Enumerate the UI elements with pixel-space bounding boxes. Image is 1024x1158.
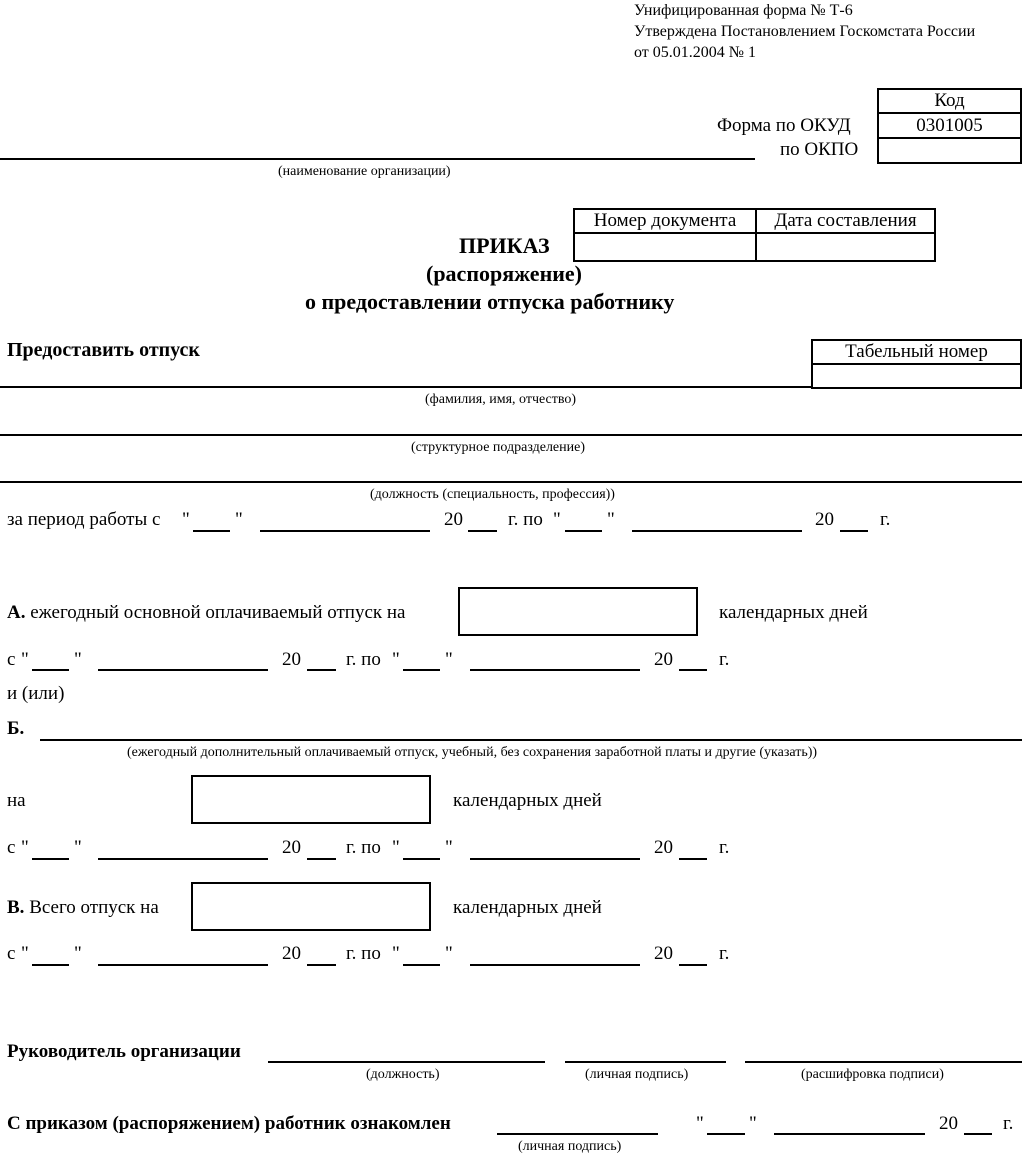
period-to-year-prefix: 20 [815,509,834,530]
ack-year-prefix: 20 [939,1113,958,1134]
doc-date-cell[interactable] [756,233,935,261]
quote-close: " [749,1113,757,1134]
document-number-table [573,208,936,262]
form-header-line-3: от 05.01.2004 № 1 [634,44,757,61]
quote-open: " [392,837,400,858]
section-a-days-box[interactable] [458,587,698,636]
period-from-day-line[interactable] [193,530,230,532]
employee-signature-caption: (личная подпись) [518,1139,622,1154]
quote-open: " [21,649,29,670]
personnel-number-cell[interactable] [812,364,1021,388]
section-b-days-label: календарных дней [453,790,602,811]
b-to-year-line[interactable] [679,858,707,860]
v-to-year-prefix: 20 [654,943,673,964]
a-from-month-line[interactable] [98,669,268,671]
period-year-suffix: г. [880,509,891,530]
v-to-month-line[interactable] [470,964,640,966]
okpo-code-cell[interactable] [878,138,1021,163]
a-to-year-prefix: 20 [654,649,673,670]
quote-open: " [696,1113,704,1134]
period-from-month-line[interactable] [260,530,430,532]
period-to-day-line[interactable] [565,530,602,532]
a-from-year-line[interactable] [307,669,336,671]
section-v-label [7,897,159,919]
head-signature-line[interactable] [565,1061,726,1063]
a-to-label: г. по [346,649,381,670]
order-title: ПРИКАЗ [459,233,550,258]
section-v-text: Всего отпуск на [29,897,159,918]
head-position-caption: (должность) [366,1067,440,1082]
quote-close: " [235,509,243,530]
grant-leave-label: Предоставить отпуск [7,339,200,361]
personnel-number-header: Табельный номер [812,340,1021,364]
b-from-month-line[interactable] [98,858,268,860]
b-date-s: с [7,837,16,858]
a-to-year-line[interactable] [679,669,707,671]
period-to-year-line[interactable] [840,530,868,532]
quote-open: " [182,509,190,530]
b-year-suffix: г. [719,837,730,858]
ack-month-line[interactable] [774,1133,925,1135]
b-to-year-prefix: 20 [654,837,673,858]
v-to-day-line[interactable] [403,964,440,966]
order-subtitle: (распоряжение) [426,261,583,286]
a-to-day-line[interactable] [403,669,440,671]
order-topic: о предоставлении отпуска работнику [305,289,675,314]
and-or-label: и (или) [7,683,65,704]
a-year-suffix: г. [719,649,730,670]
a-to-month-line[interactable] [470,669,640,671]
a-from-day-line[interactable] [32,669,69,671]
section-a-text: ежегодный основной оплачиваемый отпуск на [30,602,406,623]
b-to-month-line[interactable] [470,858,640,860]
okpo-label: по ОКПО [780,139,859,160]
section-b-caption: (ежегодный дополнительный оплачиваемый отпуск, учебный, без сохранения заработной платы и другие (указать)) [127,745,818,760]
section-a-label [7,602,405,624]
organization-caption: (наименование организации) [278,164,451,179]
work-period-label: за период работы с [7,509,161,530]
a-from-year-prefix: 20 [282,649,301,670]
quote-close: " [445,649,453,670]
v-to-label: г. по [346,943,381,964]
period-from-year-prefix: 20 [444,509,463,530]
section-v-days-label: календарных дней [453,897,602,918]
section-b-letter: Б. [7,718,25,739]
b-to-day-line[interactable] [403,858,440,860]
doc-date-header: Дата составления [756,209,935,233]
head-of-organization-label: Руководитель организации [7,1041,241,1062]
okud-label: Форма по ОКУД [717,115,851,136]
b-from-year-prefix: 20 [282,837,301,858]
position-caption: (должность (специальность, профессия)) [370,487,615,502]
section-v-letter: В. [7,897,25,918]
section-a-days-label: календарных дней [719,602,868,623]
form-header-line-1: Унифицированная форма № Т-6 [634,2,853,19]
quote-open: " [392,943,400,964]
department-line[interactable] [0,434,1022,436]
doc-number-header: Номер документа [574,209,756,233]
section-v-days-box[interactable] [191,882,431,931]
code-header: Код [878,89,1021,113]
b-from-year-line[interactable] [307,858,336,860]
ack-year-line[interactable] [964,1133,992,1135]
section-a-letter: А. [7,602,26,623]
v-date-s: с [7,943,16,964]
form-header-line-2: Утверждена Постановлением Госкомстата России [634,23,976,40]
quote-close: " [445,943,453,964]
head-signature-caption: (личная подпись) [585,1067,689,1082]
employee-name-line[interactable] [0,386,812,388]
section-b-leave-type-line[interactable] [40,739,1022,741]
v-to-year-line[interactable] [679,964,707,966]
quote-open: " [553,509,561,530]
okud-code-cell[interactable]: 0301005 [878,113,1021,138]
v-year-suffix: г. [719,943,730,964]
section-b-na: на [7,790,26,811]
ack-day-line[interactable] [707,1133,745,1135]
period-to-label: г. по [508,509,543,530]
department-caption: (структурное подразделение) [411,440,586,455]
v-from-year-line[interactable] [307,964,336,966]
period-from-year-line[interactable] [468,530,497,532]
quote-open: " [21,837,29,858]
personnel-number-table [811,339,1022,389]
employee-signature-line[interactable] [497,1133,658,1135]
period-to-month-line[interactable] [632,530,802,532]
quote-close: " [445,837,453,858]
head-decode-line[interactable] [745,1061,1022,1063]
quote-close: " [74,649,82,670]
quote-open: " [21,943,29,964]
v-from-month-line[interactable] [98,964,268,966]
v-from-day-line[interactable] [32,964,69,966]
head-position-line[interactable] [268,1061,545,1063]
doc-number-cell[interactable] [574,233,756,261]
organization-line[interactable] [0,158,755,160]
position-line[interactable] [0,481,1022,483]
b-from-day-line[interactable] [32,858,69,860]
quote-close: " [607,509,615,530]
head-decode-caption: (расшифровка подписи) [801,1067,944,1082]
a-date-s: с [7,649,16,670]
employee-name-caption: (фамилия, имя, отчество) [425,392,577,407]
v-from-year-prefix: 20 [282,943,301,964]
section-b-days-box[interactable] [191,775,431,824]
acknowledgement-label: С приказом (распоряжением) работник ознакомлен [7,1113,451,1134]
ack-year-suffix: г. [1003,1113,1014,1134]
code-table [877,88,1022,164]
b-to-label: г. по [346,837,381,858]
quote-close: " [74,837,82,858]
quote-open: " [392,649,400,670]
quote-close: " [74,943,82,964]
